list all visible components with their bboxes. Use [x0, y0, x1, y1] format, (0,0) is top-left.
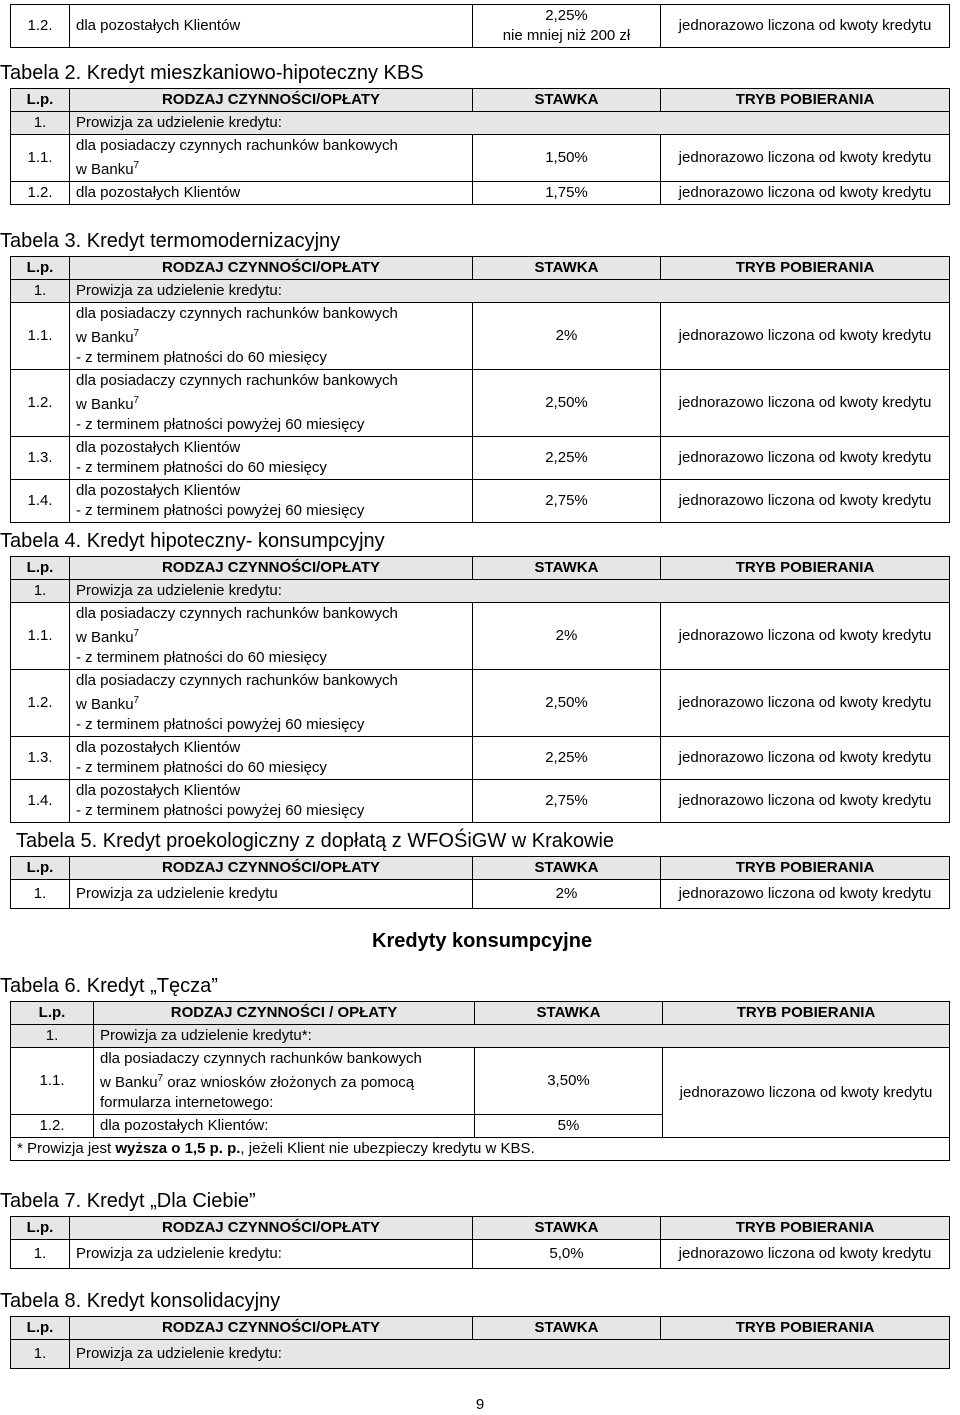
table-row: 1.1. dla posiadaczy czynnych rachunków bankowych w Banku$^7$ - z terminem płatności do 60 miesięcy 2% jednorazowo liczona od kwoty kredytu — [11, 603, 950, 670]
section-heading: Kredyty konsumpcyjne — [372, 930, 593, 952]
table-row: 1.2. dla pozostałych Klientów: 5% — [11, 1115, 950, 1138]
table-header: L.p. RODZAJ CZYNNOŚCI/OPŁATY STAWKA TRYB POBIERANIA — [11, 557, 950, 580]
table-row: 1.1. dla posiadaczy czynnych rachunków bankowych w Banku$^7$ - z terminem płatności do 60 miesięcy 2% jednorazowo liczona od kwoty kredytu — [11, 303, 950, 370]
table-8-title: Tabela 8. Kredyt konsolidacyjny — [0, 1290, 281, 1312]
table-row: 1. Prowizja za udzielenie kredytu: — [11, 1340, 950, 1369]
table-row: 1.2. dla pozostałych Klientów 2,25% nie mniej niż 200 zł jednorazowo liczona od kwoty kredytu — [11, 5, 950, 48]
table-1-continuation — [10, 4, 950, 48]
table-6-title: Tabela 6. Kredyt „Tęcza” — [0, 975, 218, 997]
table-row: 1.2. dla posiadaczy czynnych rachunków bankowych w Banku$^7$ - z terminem płatności powyżej 60 miesięcy 2,50% jednorazowo liczona od kwoty kredytu — [11, 370, 950, 437]
table-header: L.p. RODZAJ CZYNNOŚCI/OPŁATY STAWKA TRYB POBIERANIA — [11, 1317, 950, 1340]
table-2 — [10, 88, 950, 205]
table-row: 1.2. dla pozostałych Klientów 1,75% jednorazowo liczona od kwoty kredytu — [11, 182, 950, 205]
table-header: L.p. RODZAJ CZYNNOŚCI / OPŁATY STAWKA TRYB POBIERANIA — [11, 1002, 950, 1025]
table-4-title: Tabela 4. Kredyt hipoteczny- konsumpcyjny — [0, 530, 385, 552]
table-row: 1.3. dla pozostałych Klientów - z terminem płatności do 60 miesięcy 2,25% jednorazowo liczona od kwoty kredytu — [11, 737, 950, 780]
table-header: L.p. RODZAJ CZYNNOŚCI/OPŁATY STAWKA TRYB POBIERANIA — [11, 857, 950, 880]
table-row: 1.1. dla posiadaczy czynnych rachunków bankowych w Banku$^7$ oraz wniosków złożonych za pomocą formularza internetowego: 3,50% jednorazowo liczona od kwoty kredytu — [11, 1048, 950, 1115]
table-2-title: Tabela 2. Kredyt mieszkaniowo-hipoteczny KBS — [0, 62, 424, 84]
table-row: 1. Prowizja za udzielenie kredytu: 5,0% jednorazowo liczona od kwoty kredytu — [11, 1240, 950, 1269]
table-7-title: Tabela 7. Kredyt „Dla Ciebie” — [0, 1190, 256, 1212]
table-header: L.p. RODZAJ CZYNNOŚCI/OPŁATY STAWKA TRYB POBIERANIA — [11, 89, 950, 112]
table-row: 1.1. dla posiadaczy czynnych rachunków bankowych w Banku$^7$ 1,50% jednorazowo liczona od kwoty kredytu — [11, 135, 950, 182]
table-row: * Prowizja jest wyższa o 1,5 p. p., jeżeli Klient nie ubezpieczy kredytu w KBS. — [11, 1138, 950, 1161]
table-row: 1. Prowizja za udzielenie kredytu: — [11, 280, 950, 303]
table-row: 1.2. dla posiadaczy czynnych rachunków bankowych w Banku$^7$ - z terminem płatności powyżej 60 miesięcy 2,50% jednorazowo liczona od kwoty kredytu — [11, 670, 950, 737]
table-row: 1. Prowizja za udzielenie kredytu: — [11, 112, 950, 135]
table-row: 1. Prowizja za udzielenie kredytu: — [11, 580, 950, 603]
table-3 — [10, 256, 950, 523]
table-row: 1.4. dla pozostałych Klientów - z terminem płatności powyżej 60 miesięcy 2,75% jednorazowo liczona od kwoty kredytu — [11, 480, 950, 523]
table-row: 1.3. dla pozostałych Klientów - z terminem płatności do 60 miesięcy 2,25% jednorazowo liczona od kwoty kredytu — [11, 437, 950, 480]
table-header: L.p. RODZAJ CZYNNOŚCI/OPŁATY STAWKA TRYB POBIERANIA — [11, 257, 950, 280]
table-row: 1. Prowizja za udzielenie kredytu 2% jednorazowo liczona od kwoty kredytu — [11, 880, 950, 909]
page-number: 9 — [475, 1396, 485, 1413]
table-3-title: Tabela 3. Kredyt termomodernizacyjny — [0, 230, 341, 252]
table-header: L.p. RODZAJ CZYNNOŚCI/OPŁATY STAWKA TRYB POBIERANIA — [11, 1217, 950, 1240]
table-5 — [10, 856, 950, 909]
table-5-title: Tabela 5. Kredyt proekologiczny z dopłatą z WFOŚiGW w Krakowie — [16, 830, 615, 852]
table-4 — [10, 556, 950, 823]
table-row: 1. Prowizja za udzielenie kredytu*: — [11, 1025, 950, 1048]
table-7 — [10, 1216, 950, 1269]
table-8 — [10, 1316, 950, 1369]
table-6 — [10, 1001, 950, 1161]
table-row: 1.4. dla pozostałych Klientów - z terminem płatności powyżej 60 miesięcy 2,75% jednorazowo liczona od kwoty kredytu — [11, 780, 950, 823]
